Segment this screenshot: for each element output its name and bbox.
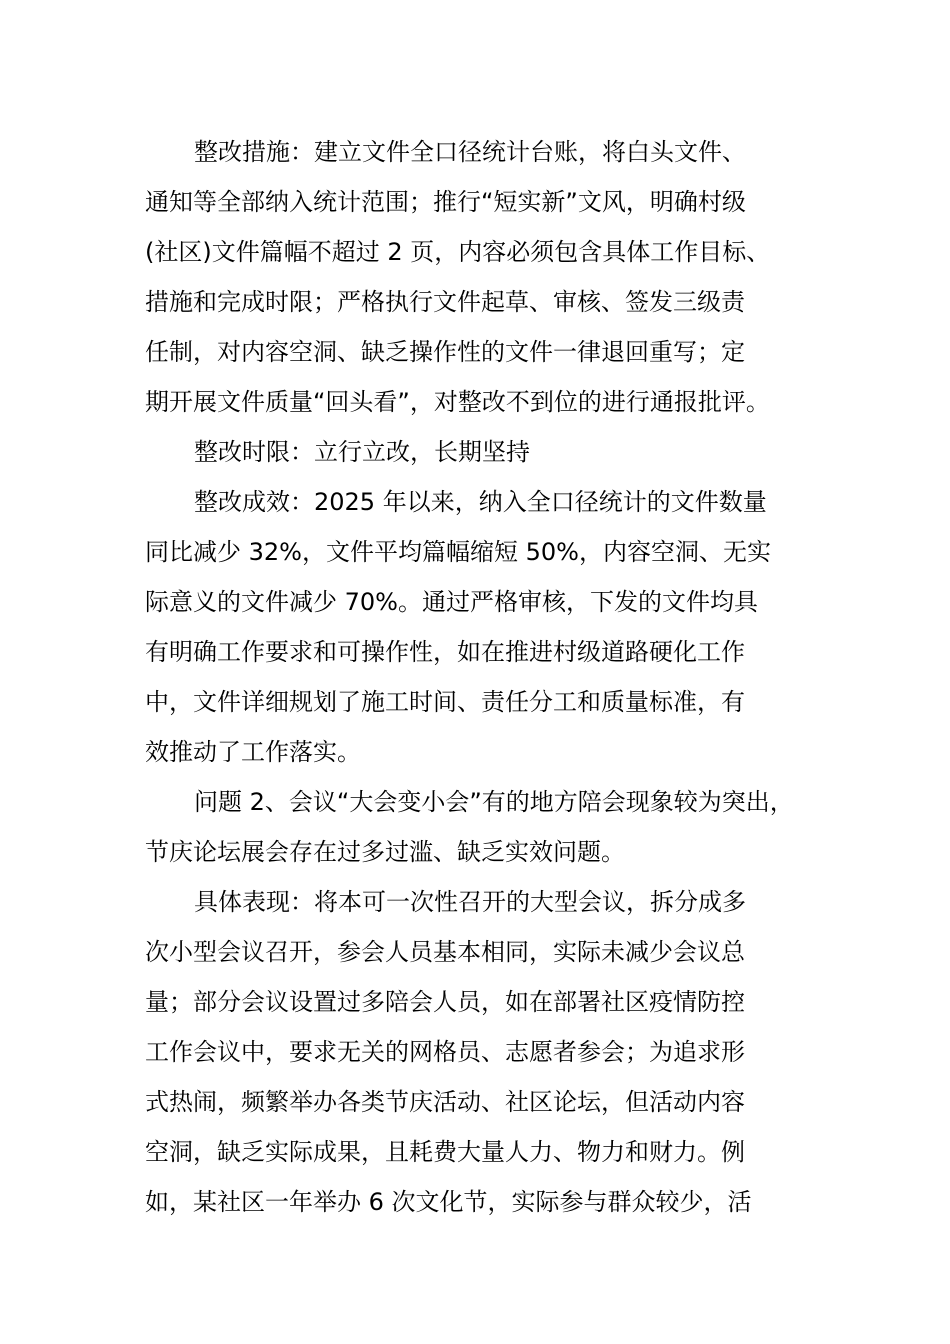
text-line: 式热闹，频繁举办各类节庆活动、社区论坛，但活动内容: [145, 1088, 745, 1116]
text-line: 整改时限：立行立改，长期坚持: [194, 438, 530, 466]
document-body: [145, 127, 815, 1227]
text-line: 整改成效：2025 年以来，纳入全口径统计的文件数量: [194, 488, 767, 516]
text-line: (社区)文件篇幅不超过 2 页，内容必须包含具体工作目标、: [145, 238, 771, 266]
text-line: 效推动了工作落实。: [145, 738, 361, 766]
text-line: 节庆论坛展会存在过多过滥、缺乏实效问题。: [145, 838, 625, 866]
text-line: 整改措施：建立文件全口径统计台账，将白头文件、: [194, 138, 746, 166]
text-line: 问题 2、会议“大会变小会”有的地方陪会现象较为突出，: [194, 788, 794, 816]
text-line: 措施和完成时限；严格执行文件起草、审核、签发三级责: [145, 288, 745, 316]
text-line: 具体表现：将本可一次性召开的大型会议，拆分成多: [194, 888, 746, 916]
text-line: 中，文件详细规划了施工时间、责任分工和质量标准，有: [145, 688, 745, 716]
text-line: 通知等全部纳入统计范围；推行“短实新”文风，明确村级: [145, 188, 746, 216]
text-line: 如，某社区一年举办 6 次文化节，实际参与群众较少，活: [145, 1188, 752, 1216]
text-line: 量；部分会议设置过多陪会人员，如在部署社区疫情防控: [145, 988, 745, 1016]
text-line: 次小型会议召开，参会人员基本相同，实际未减少会议总: [145, 938, 745, 966]
text-line: 工作会议中，要求无关的网格员、志愿者参会；为追求形: [145, 1038, 745, 1066]
text-line: 期开展文件质量“回头看”，对整改不到位的进行通报批评。: [145, 388, 770, 416]
text-line: 空洞，缺乏实际成果，且耗费大量人力、物力和财力。例: [145, 1138, 745, 1166]
text-line: 同比减少 32%，文件平均篇幅缩短 50%，内容空洞、无实: [145, 538, 771, 566]
text-line: 有明确工作要求和可操作性，如在推进村级道路硬化工作: [145, 638, 745, 666]
text-line: 际意义的文件减少 70%。通过严格审核，下发的文件均具: [145, 588, 758, 616]
text-line: 任制，对内容空洞、缺乏操作性的文件一律退回重写；定: [145, 338, 745, 366]
